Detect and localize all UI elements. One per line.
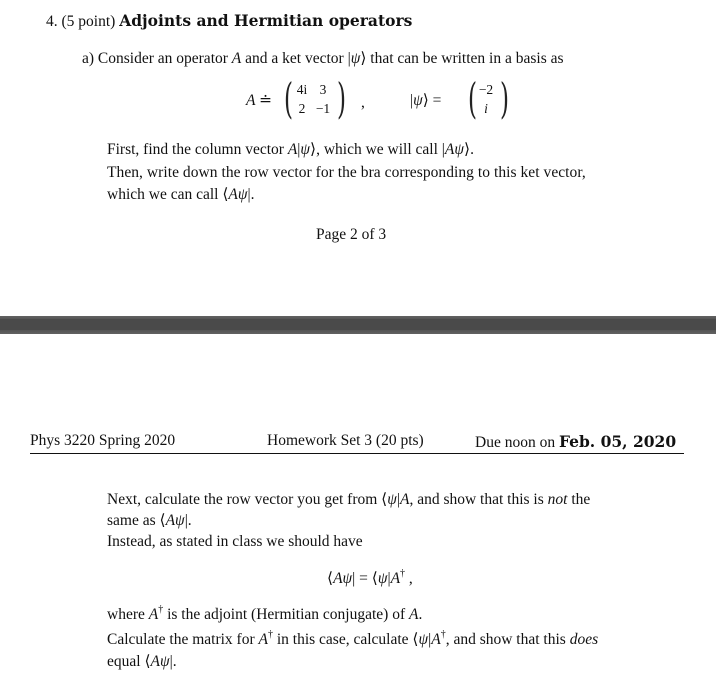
ket-psi-symbol: |ψ⟩ =: [410, 92, 442, 109]
header-due-date: Feb. 05, 2020: [558, 432, 677, 451]
ket-psi-symbol: |ψ⟩: [347, 50, 367, 67]
header-rule: [30, 453, 684, 454]
cont-line3: Instead, as stated in class we should have: [107, 533, 363, 550]
left-paren-icon: (: [284, 74, 294, 123]
cont-line1: Next, calculate the row vector you get from ⟨ψ|A, and show that this is not the: [107, 491, 591, 508]
ket-psi-cell: i: [484, 101, 488, 116]
matrix-A-cell: 3: [319, 82, 327, 97]
page-separator-inner: [0, 319, 716, 330]
part-a-label: a): [82, 50, 95, 67]
adjoint-equation: ⟨Aψ| = ⟨ψ|A† ,: [327, 568, 413, 587]
page-footer: Page 2 of 3: [316, 226, 387, 243]
problem-number: 4.: [46, 13, 58, 30]
header-course: Phys 3220 Spring 2020: [30, 432, 176, 449]
right-paren-icon: ): [337, 74, 347, 123]
part-a-line1: First, find the column vector A|ψ⟩, which we will call |Aψ⟩.: [107, 141, 474, 158]
right-paren-icon: ): [500, 74, 510, 123]
cont-line6: equal ⟨Aψ|.: [107, 653, 177, 670]
header-due: Due noon on Feb. 05, 2020: [475, 432, 677, 451]
ket-psi-cell: −2: [478, 82, 494, 97]
matrix-A-cell: 2: [298, 101, 306, 116]
cont-line4: where A† is the adjoint (Hermitian conjugate) of A.: [107, 604, 423, 623]
problem-title: Adjoints and Hermitian operators: [119, 11, 413, 30]
cont-line5: Calculate the matrix for A† in this case, calculate ⟨ψ|A†, and show that this does: [107, 629, 599, 648]
header-assignment: Homework Set 3 (20 pts): [267, 432, 424, 449]
part-a-line3: which we can call ⟨Aψ|.: [107, 186, 255, 203]
part-a-line2: Then, write down the row vector for the bra corresponding to this ket vector,: [107, 164, 586, 181]
matrix-A-cell: 4i: [296, 82, 308, 97]
matrix-A-cell: −1: [315, 101, 331, 116]
left-paren-icon: (: [468, 74, 478, 123]
cont-line2: same as ⟨Aψ|.: [107, 512, 192, 529]
problem-heading: [46, 11, 412, 31]
matrix-A-symbol: A ≐: [246, 92, 273, 109]
part-a-intro: a) Consider an operator A and a ket vector |ψ⟩ that can be written in a basis as: [82, 50, 564, 67]
problem-points: (5 point): [61, 13, 116, 30]
